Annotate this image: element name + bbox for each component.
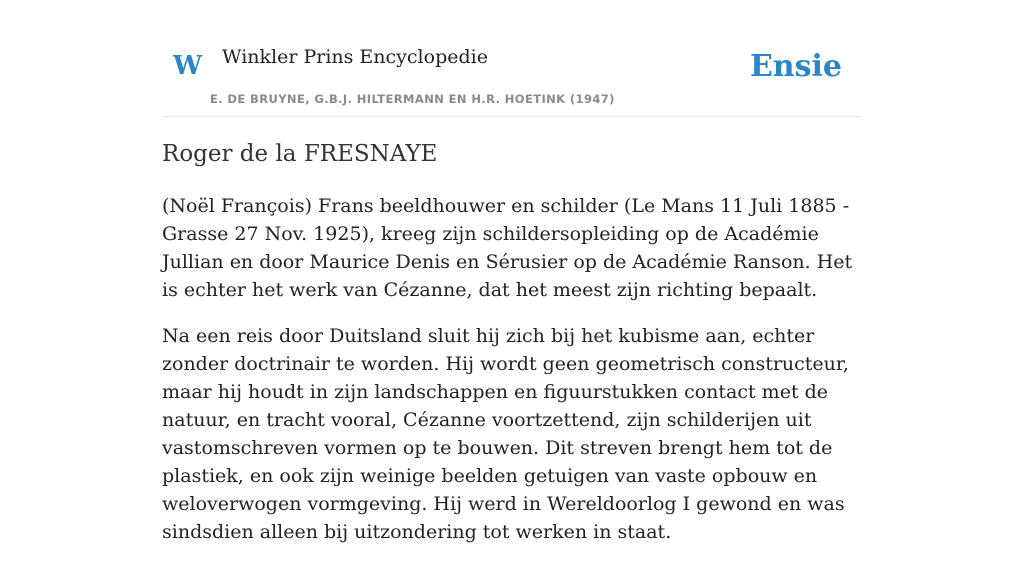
publication-authors: E. DE BRUYNE, G.B.J. HILTERMANN EN H.R. HOETINK (1947) xyxy=(210,92,615,106)
publication-header xyxy=(162,36,862,117)
article-paragraph: (Noël François) Frans beeldhouwer en schilder (Le Mans 11 Juli 1885 - Grasse 27 Nov. 1925), kreeg zijn schildersopleiding op de Académie Jullian en door Maurice Denis en Sérusier op de Académie Ranson. Het is echter het werk van Cézanne, dat het meest zijn richting bepaalt. xyxy=(162,195,853,301)
ensie-logo[interactable]: Ensie xyxy=(749,49,842,84)
publication-title[interactable]: Winkler Prins Encyclopedie xyxy=(222,46,488,68)
winkler-prins-logo-icon[interactable]: W xyxy=(173,51,203,81)
article-title: Roger de la FRESNAYE xyxy=(162,141,438,167)
article-body xyxy=(162,192,866,564)
article-paragraph: Na een reis door Duitsland sluit hij zich bij het kubisme aan, echter zonder doctrinair te worden. Hij wordt geen geometrisch constructeur, maar hij houdt in zijn landschappen en figuurstukken contact met de natuur, en tracht vooral, Cézanne voortzettend, zijn schilderijen uit vastomschreven vormen op te bouwen. Dit streven brengt hem tot de plastiek, en ook zijn weinige beelden getuigen van vaste opbouw en weloverwogen vormgeving. Hij werd in Wereldoorlog I gewond en was sindsdien alleen bij uitzondering tot werken in staat. xyxy=(162,325,849,543)
